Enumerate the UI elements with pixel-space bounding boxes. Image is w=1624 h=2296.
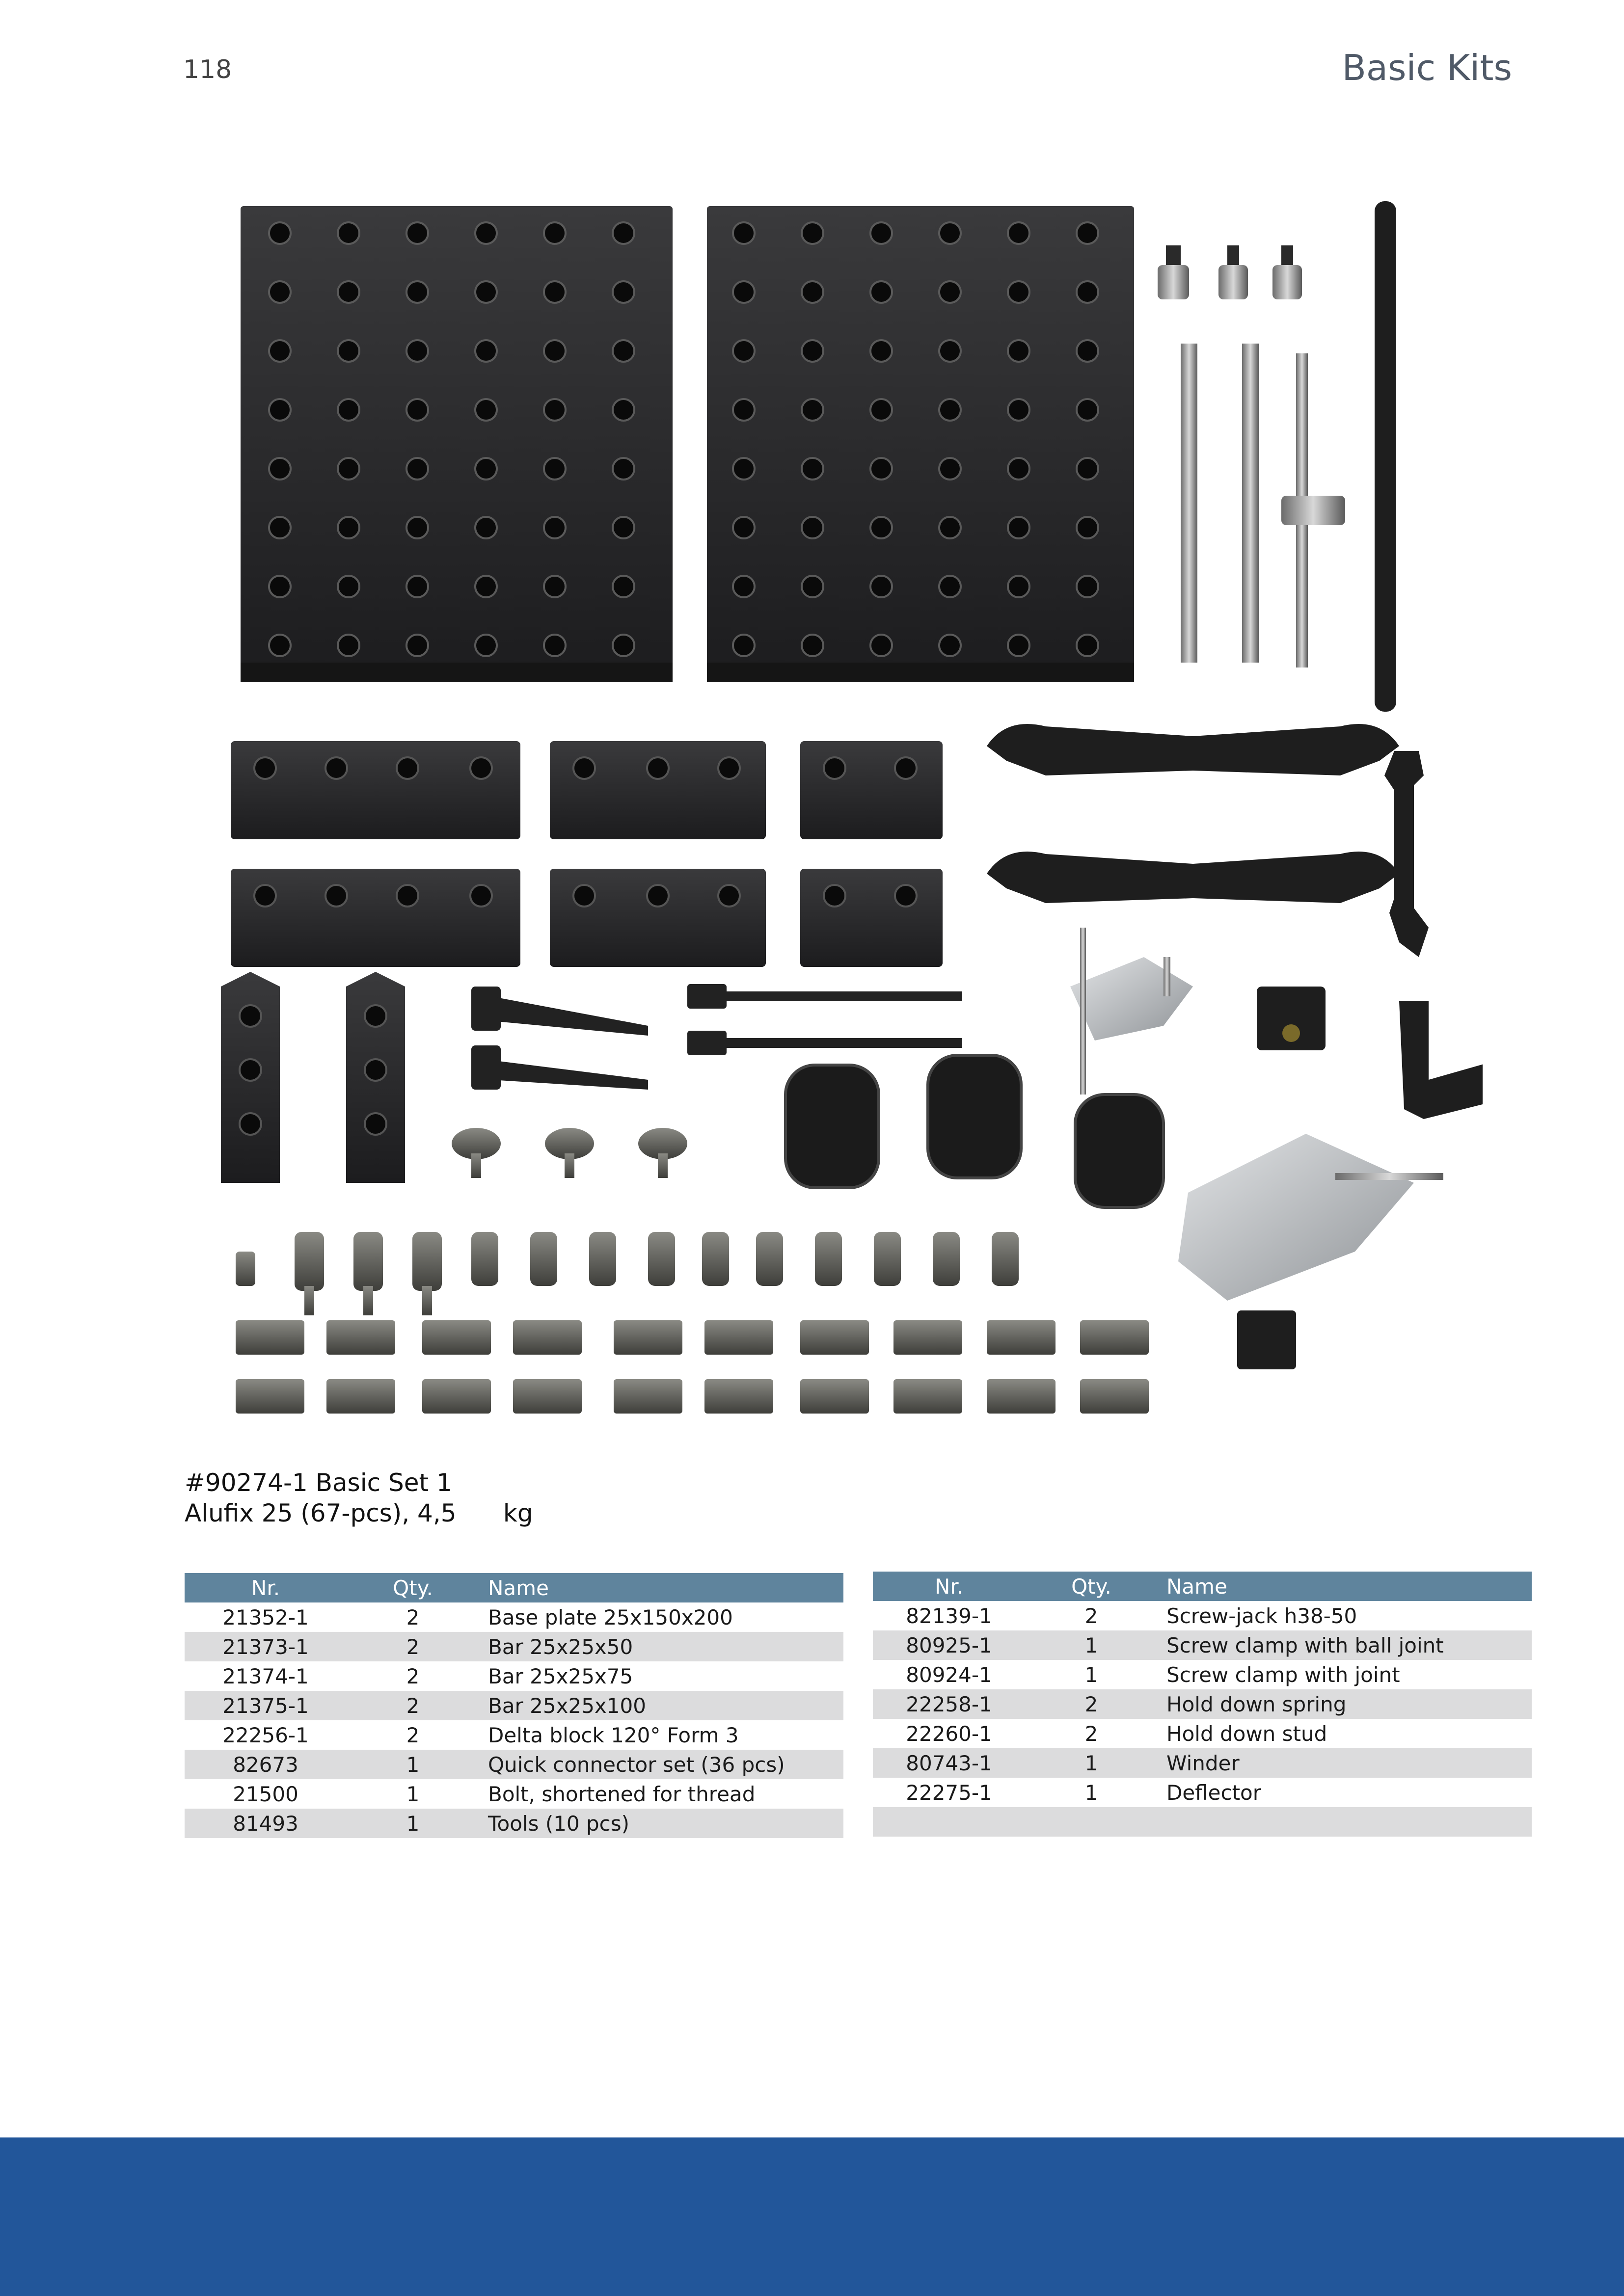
kit-title-line2: Alufix 25 (67-pcs), 4,5 kg <box>185 1499 533 1527</box>
cell-nr <box>873 1807 1025 1837</box>
base-plate-left <box>241 206 673 682</box>
cell-nr: 22275-1 <box>906 1780 992 1805</box>
cell-nr: 80925-1 <box>873 1630 1025 1660</box>
cell-nr: 22256-1 <box>222 1723 309 1747</box>
kit-title-line1: #90274-1 Basic Set 1 <box>185 1468 452 1497</box>
cell-qty: 2 <box>1084 1721 1098 1746</box>
cell-name: Bar 25x25x100 <box>479 1691 843 1720</box>
table-row <box>873 1601 1532 1630</box>
kit-title <box>185 1468 533 1528</box>
table-row <box>873 1778 1532 1807</box>
section-title: Basic Kits <box>1342 47 1512 88</box>
footer-bar <box>0 2137 1624 2296</box>
cell-nr: 21500 <box>233 1782 298 1806</box>
cell-name: Bolt, shortened for thread <box>488 1782 756 1806</box>
cell-name: Tools (10 pcs) <box>479 1809 843 1838</box>
hold-down-studs <box>236 1320 1149 1414</box>
column-header-qty: Qty. <box>347 1573 479 1602</box>
column-header-nr: Nr. <box>185 1573 347 1602</box>
table-row <box>185 1661 843 1691</box>
cell-nr: 80924-1 <box>906 1662 992 1687</box>
parts-table-right <box>873 1572 1532 1837</box>
clamp-levers <box>471 984 962 1090</box>
cell-qty: 1 <box>347 1809 479 1838</box>
cell-nr: 82139-1 <box>906 1603 992 1628</box>
table-row <box>185 1720 843 1750</box>
page-number: 118 <box>183 55 232 84</box>
table-header-row <box>185 1573 843 1602</box>
cell-name: Hold down spring <box>1158 1689 1532 1719</box>
cell-name: Bar 25x25x50 <box>479 1632 843 1661</box>
cell-name: Quick connector set (36 pcs) <box>479 1750 843 1779</box>
cell-qty: 2 <box>1025 1689 1158 1719</box>
cell-nr: 81493 <box>185 1809 347 1838</box>
table-row <box>873 1807 1532 1837</box>
table-header-row <box>873 1572 1532 1601</box>
cell-nr: 22258-1 <box>873 1689 1025 1719</box>
base-plate-right <box>707 206 1134 682</box>
column-header-name: Name <box>1158 1572 1532 1601</box>
cell-nr: 21375-1 <box>185 1691 347 1720</box>
parts-table-left <box>185 1573 843 1838</box>
table-row <box>185 1779 843 1809</box>
column-header-nr: Nr. <box>873 1572 1025 1601</box>
cell-name <box>1158 1807 1532 1837</box>
cell-nr: 22260-1 <box>906 1721 992 1746</box>
cell-qty: 1 <box>1025 1748 1158 1778</box>
table-row <box>185 1602 843 1632</box>
quick-connectors <box>236 1232 1019 1315</box>
cell-qty <box>1025 1807 1158 1837</box>
table-row <box>185 1691 843 1720</box>
cell-qty: 2 <box>406 1723 420 1747</box>
cell-nr: 80743-1 <box>873 1748 1025 1778</box>
table-row <box>873 1689 1532 1719</box>
cell-qty: 2 <box>406 1605 420 1629</box>
cell-qty: 1 <box>1084 1662 1098 1687</box>
cell-name: Winder <box>1158 1748 1532 1778</box>
table-row <box>185 1809 843 1838</box>
cell-nr: 82673 <box>185 1750 347 1779</box>
cell-qty: 2 <box>406 1664 420 1688</box>
column-header-name: Name <box>479 1573 843 1602</box>
cell-name: Screw clamp with ball joint <box>1158 1630 1532 1660</box>
cell-name: Screw-jack h38-50 <box>1166 1603 1357 1628</box>
cell-qty: 2 <box>347 1691 479 1720</box>
cell-name: Base plate 25x150x200 <box>488 1605 733 1629</box>
table-row <box>873 1630 1532 1660</box>
table-row <box>873 1660 1532 1689</box>
hold-down-springs <box>785 1055 1164 1207</box>
winder-deflector <box>1257 987 1483 1119</box>
cell-qty: 1 <box>1084 1780 1098 1805</box>
cell-name: Deflector <box>1166 1780 1261 1805</box>
cell-nr: 21352-1 <box>222 1605 309 1629</box>
cell-name: Hold down stud <box>1166 1721 1327 1746</box>
column-header-qty: Qty. <box>1025 1572 1158 1601</box>
cell-name: Screw clamp with joint <box>1166 1662 1400 1687</box>
cell-qty: 1 <box>406 1782 420 1806</box>
cell-nr: 21374-1 <box>222 1664 309 1688</box>
cell-qty: 2 <box>1084 1603 1098 1628</box>
cell-qty: 2 <box>347 1632 479 1661</box>
screw-jacks <box>452 1128 687 1178</box>
cell-name: Delta block 120° Form 3 <box>488 1723 739 1747</box>
table-row <box>873 1748 1532 1778</box>
table-row <box>185 1750 843 1779</box>
product-photo <box>216 191 1483 1448</box>
table-row <box>185 1632 843 1661</box>
cell-qty: 1 <box>1025 1630 1158 1660</box>
cell-qty: 1 <box>347 1750 479 1779</box>
table-row <box>873 1719 1532 1748</box>
cell-name: Bar 25x25x75 <box>488 1664 633 1688</box>
cell-nr: 21373-1 <box>185 1632 347 1661</box>
